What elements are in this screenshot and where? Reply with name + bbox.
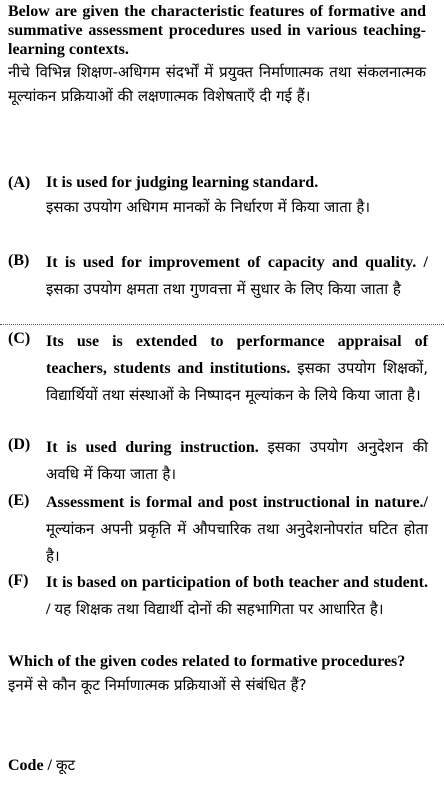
option-english: It is based on participation of both teacher and student. / — [46, 574, 428, 618]
code-label-english: Code / — [8, 757, 52, 774]
intro — [8, 2, 426, 108]
option-english: Assessment is formal and post instructional in nature./ — [46, 494, 428, 511]
option-label: (E) — [8, 492, 30, 509]
option-english: Its use is extended to performance appraisal of teachers, students and institutions. — [46, 333, 428, 377]
option-label: (A) — [8, 174, 31, 191]
option-hindi: इसका उपयोग अनुदेशन की अवधि में किया जाता है। — [46, 438, 429, 483]
question-english: Which of the given codes related to formative procedures? — [8, 653, 406, 670]
code-label — [8, 753, 426, 777]
option-english: It is used for judging learning standard. — [46, 174, 319, 191]
option-hindi: इसका उपयोग क्षमता तथा गुणवत्ता में सुधार के लिए किया जाता है — [46, 280, 401, 298]
option-hindi: इसका उपयोग शिक्षकों, विद्यार्थियों तथा संस्थाओं के निष्पादन मूल्यांकन के लिये किया जाता है। — [46, 359, 429, 404]
option-english: It is used during instruction. — [46, 439, 259, 456]
option-hindi: मूल्यांकन अपनी प्रकृति में औपचारिक तथा अनुदेशनोपरांत घटित होता है। — [46, 520, 428, 565]
option-f — [8, 570, 428, 623]
option-english: It is used for improvement of capacity and quality. / — [46, 254, 428, 271]
code-label-hindi: कूट — [56, 756, 76, 774]
option-hindi: इसका उपयोग अधिगम मानकों के निर्धारण में किया जाता है। — [46, 198, 371, 216]
option-b — [8, 250, 428, 303]
option-d — [8, 434, 428, 488]
option-label: (B) — [8, 252, 30, 269]
option-label: (C) — [8, 330, 31, 347]
option-a — [8, 172, 428, 220]
option-e — [8, 490, 428, 570]
divider — [0, 324, 444, 325]
question-hindi: इनमें से कौन कूट निर्माणात्मक प्रक्रियाओं से संबंधित हैं? — [8, 676, 307, 694]
intro-english: Below are given the characteristic features of formative and summative assessment procedures used in various teaching-learning contexts. — [8, 3, 426, 58]
option-c — [8, 328, 428, 409]
option-label: (F) — [8, 572, 29, 589]
option-label: (D) — [8, 436, 31, 453]
question — [8, 652, 426, 697]
intro-hindi: नीचे विभिन्न शिक्षण-अधिगम संदर्भों में प्रयुक्त निर्माणात्मक तथा संकलनात्मक मूल्यांकन प्रक्रियाओं की लक्षणात्मक विशेषताएँ दी गई हैं। — [8, 63, 426, 105]
option-hindi: यह शिक्षक तथा विद्यार्थी दोनों की सहभागिता पर आधारित है। — [54, 600, 384, 618]
